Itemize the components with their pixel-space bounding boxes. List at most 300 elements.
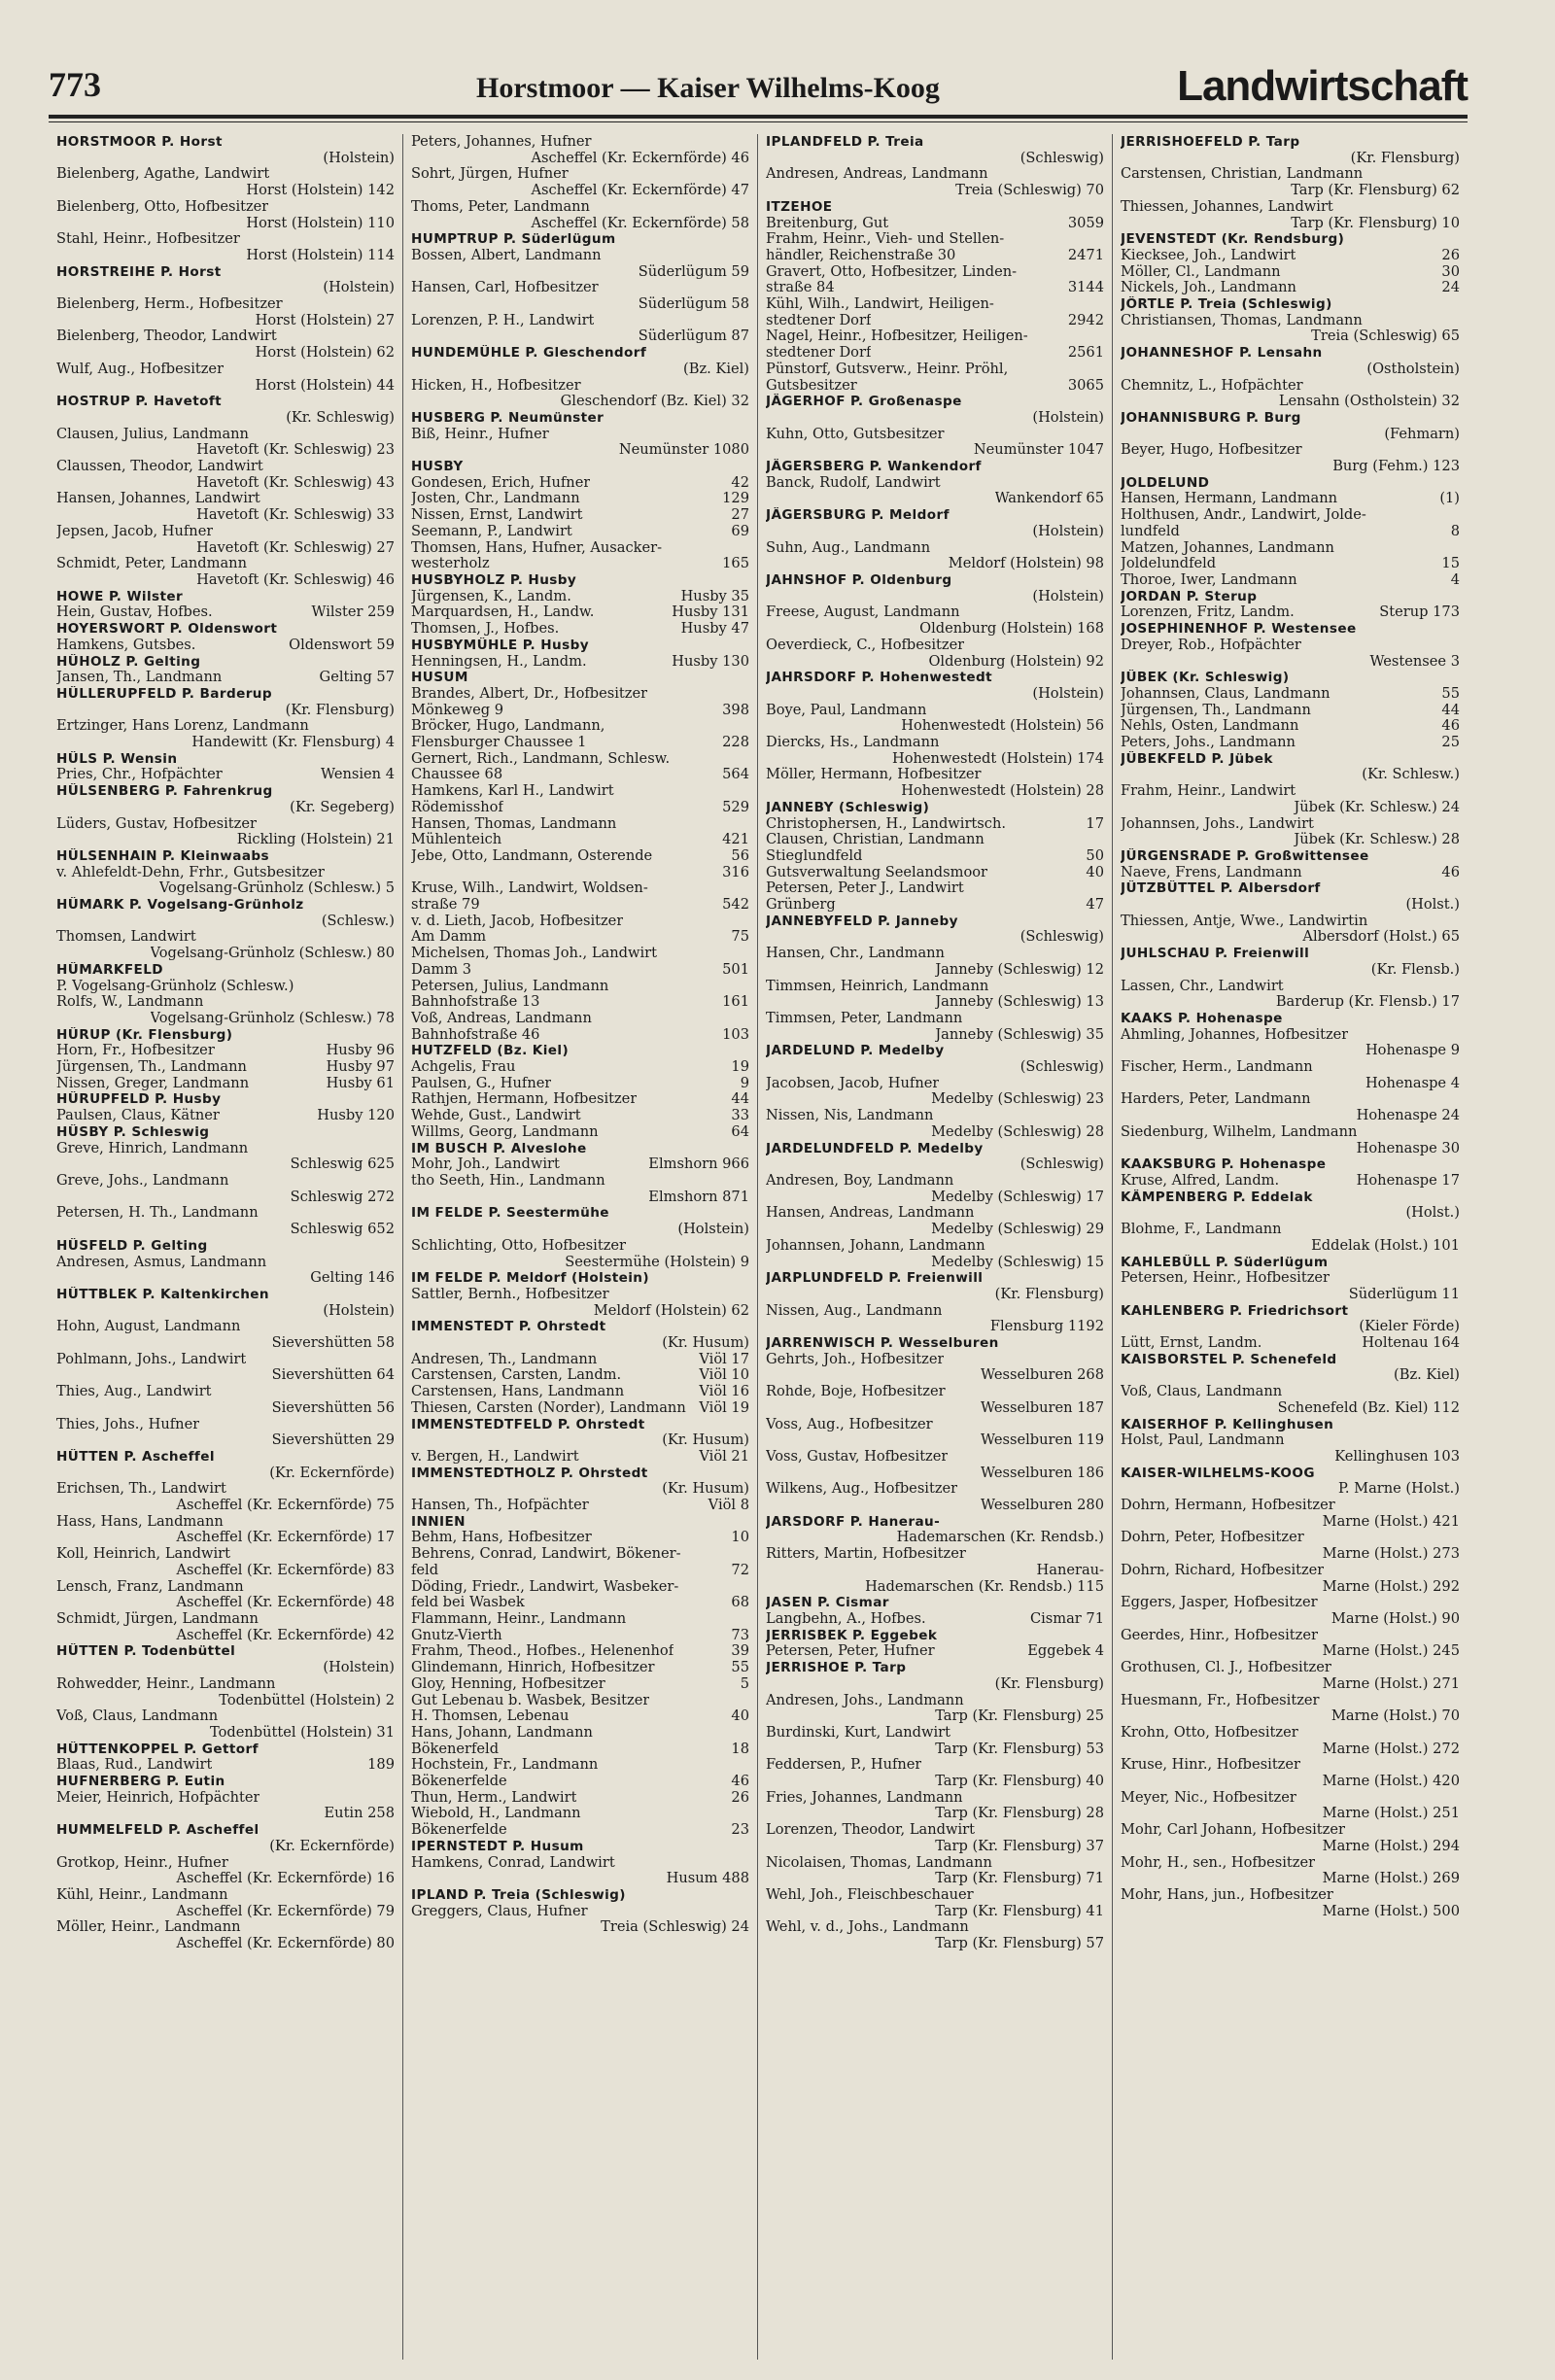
directory-line	[1121, 1855, 1460, 1872]
directory-line	[1121, 783, 1460, 800]
line-text: KAHLEBÜLL P. Süderlügum	[1121, 1254, 1329, 1270]
directory-line	[1121, 524, 1460, 540]
directory-line	[56, 427, 395, 443]
directory-line	[766, 216, 1104, 232]
directory-line	[1121, 686, 1460, 703]
line-number: 69	[731, 522, 749, 539]
line-text: Medelby (Schleswig) 15	[931, 1254, 1104, 1270]
line-text: Breitenburg, Gut	[766, 215, 889, 231]
line-text: HÜHOLZ P. Gelting	[56, 653, 201, 670]
line-text: Hansen, Hermann, Landmann	[1121, 491, 1338, 507]
line-text: Tarp (Kr. Flensburg) 40	[935, 1774, 1104, 1790]
directory-line	[1121, 1839, 1460, 1855]
directory-line	[1121, 1546, 1460, 1563]
directory-line	[1121, 166, 1460, 183]
line-text: Wehde, Gust., Landwirt	[411, 1108, 581, 1124]
directory-line	[56, 703, 395, 719]
directory-line	[766, 264, 1104, 281]
directory-line	[766, 751, 1104, 768]
directory-line	[56, 735, 395, 751]
line-text: KAAKS P. Hohenaspe	[1121, 1010, 1283, 1026]
place-heading	[411, 1887, 749, 1904]
line-text: Todenbüttel (Holstein) 2	[219, 1692, 395, 1708]
line-text: Ascheffel (Kr. Eckernförde) 47	[531, 183, 749, 199]
line-text: Rickling (Holstein) 21	[236, 832, 395, 848]
directory-line	[411, 979, 749, 995]
line-text: Thiesen, Carsten (Norder), Landmann	[411, 1399, 686, 1416]
directory-line	[766, 832, 1104, 848]
directory-line	[56, 1871, 395, 1887]
directory-line	[766, 1936, 1104, 1952]
directory-line	[56, 1676, 395, 1693]
directory-line	[56, 1693, 395, 1709]
directory-line	[1121, 718, 1460, 735]
line-number: 3059	[1067, 214, 1104, 231]
line-text: Nissen, Nis, Landmann	[766, 1108, 934, 1124]
line-text: Jacobsen, Jacob, Hufner	[766, 1075, 940, 1091]
directory-line	[411, 994, 749, 1011]
line-number: Husby 131	[672, 604, 749, 621]
place-heading	[411, 638, 749, 654]
line-number: Husby 35	[680, 587, 749, 604]
line-text: Wesselburen 186	[981, 1465, 1104, 1481]
directory-line	[411, 1367, 749, 1384]
directory-line	[1121, 280, 1460, 296]
directory-line	[56, 231, 395, 248]
directory-line	[1121, 572, 1460, 589]
directory-line	[766, 638, 1104, 654]
line-number: 26	[731, 1788, 749, 1806]
line-number: Wensien 4	[321, 766, 395, 783]
line-text: Gravert, Otto, Hofbesitzer, Linden-	[766, 263, 1018, 280]
directory-line	[411, 280, 749, 296]
line-text: KÄMPENBERG P. Eddelak	[1121, 1189, 1313, 1205]
place-heading	[56, 897, 395, 914]
line-text: Petersen, Julius, Landmann	[411, 978, 609, 994]
directory-line	[1121, 979, 1460, 995]
line-number: Viöl 16	[699, 1383, 749, 1400]
line-text: JÜRGENSRADE P. Großwittensee	[1121, 847, 1369, 864]
place-heading	[56, 134, 395, 151]
line-text: Todenbüttel (Holstein) 31	[209, 1724, 395, 1741]
line-text: Wesselburen 187	[981, 1399, 1104, 1416]
line-text: Voß, Andreas, Landmann	[411, 1010, 592, 1026]
line-text: Jebe, Otto, Landmann, Osterende	[411, 847, 653, 864]
directory-line	[766, 621, 1104, 638]
line-number: Husby 61	[326, 1074, 395, 1091]
line-number: 2942	[1067, 311, 1104, 328]
directory-line	[411, 1774, 749, 1790]
directory-line	[766, 1173, 1104, 1190]
line-text: HUSBY	[411, 459, 464, 475]
directory-line	[766, 1466, 1104, 1482]
line-text: JÄGERSBERG P. Wankendorf	[766, 459, 982, 475]
directory-line	[411, 718, 749, 735]
directory-line	[766, 1222, 1104, 1238]
directory-line	[1121, 394, 1460, 410]
directory-line	[411, 914, 749, 930]
columns	[49, 134, 1468, 2360]
line-text: Havetoft (Kr. Schleswig) 46	[196, 571, 395, 588]
directory-line	[411, 1790, 749, 1807]
directory-line	[766, 962, 1104, 979]
directory-line	[766, 1367, 1104, 1384]
place-heading	[411, 1466, 749, 1482]
place-heading	[766, 1660, 1104, 1676]
line-text: Meyer, Nic., Hofbesitzer	[1121, 1789, 1296, 1806]
line-text: Thun, Herm., Landwirt	[411, 1789, 577, 1806]
line-text: IMMENSTEDT P. Ohrstedt	[411, 1319, 606, 1335]
directory-line	[766, 1790, 1104, 1807]
line-number: Husby 97	[326, 1058, 395, 1076]
directory-line	[411, 151, 749, 167]
line-text: Neumünster 1080	[618, 442, 749, 459]
directory-line	[766, 994, 1104, 1011]
directory-line	[411, 183, 749, 199]
line-text: Horst (Holstein) 110	[246, 215, 395, 231]
directory-line	[411, 264, 749, 281]
line-text: HÜLSENHAIN P. Kleinwaabs	[56, 847, 270, 864]
directory-line	[56, 1108, 395, 1124]
place-heading	[411, 1205, 749, 1222]
directory-line	[1121, 800, 1460, 816]
line-text: Blaas, Rud., Landwirt	[56, 1757, 213, 1774]
line-text: Horst (Holstein) 114	[246, 247, 395, 263]
directory-line	[411, 1287, 749, 1303]
line-number: 18	[731, 1740, 749, 1757]
place-heading	[56, 1124, 395, 1141]
line-text: Johannsen, Johs., Landwirt	[1121, 815, 1314, 832]
line-text: Brandes, Albert, Dr., Hofbesitzer	[411, 685, 648, 702]
directory-line	[1121, 491, 1460, 507]
directory-line	[1121, 427, 1460, 443]
line-text: (Kr. Schlesw.)	[1362, 767, 1460, 783]
line-text: HOSTRUP P. Havetoft	[56, 394, 223, 410]
directory-line	[411, 1660, 749, 1676]
directory-line	[56, 507, 395, 524]
line-text: Medelby (Schleswig) 28	[931, 1123, 1104, 1140]
directory-line	[56, 994, 395, 1011]
directory-line	[1121, 1611, 1460, 1628]
line-text: Behrens, Conrad, Landwirt, Bökener-	[411, 1546, 681, 1563]
line-text: lundfeld	[1121, 523, 1180, 539]
line-text: Suhn, Aug., Landmann	[766, 539, 931, 556]
line-text: Gelting 146	[310, 1270, 395, 1287]
directory-line	[766, 280, 1104, 296]
line-text: Bröcker, Hugo, Landmann,	[411, 718, 605, 735]
line-text: Jürgensen, Th., Landmann	[1121, 702, 1311, 718]
directory-line	[411, 1611, 749, 1628]
line-number: Viöl 19	[699, 1398, 749, 1416]
directory-line	[766, 1611, 1104, 1628]
line-text: (Schleswig)	[1019, 150, 1104, 166]
line-number: 5	[740, 1674, 749, 1692]
line-text: HUSBYMÜHLE P. Husby	[411, 637, 589, 653]
directory-line	[411, 621, 749, 638]
directory-line	[56, 604, 395, 621]
line-text: Lensch, Franz, Landmann	[56, 1578, 244, 1595]
directory-line	[56, 475, 395, 492]
directory-line	[56, 1400, 395, 1417]
line-number: Eggebek 4	[1027, 1642, 1104, 1660]
directory-line	[56, 1936, 395, 1952]
line-text: JANNEBYFELD P. Janneby	[766, 913, 958, 929]
line-text: Gloy, Henning, Hofbesitzer	[411, 1675, 605, 1692]
running-head: Horstmoor — Kaiser Wilhelms-Koog	[476, 72, 940, 104]
directory-line	[766, 703, 1104, 719]
directory-line	[1121, 1757, 1460, 1774]
directory-line	[56, 1757, 395, 1774]
directory-line	[1121, 1708, 1460, 1725]
directory-line	[56, 767, 395, 783]
line-text: Marne (Holst.) 251	[1322, 1806, 1460, 1822]
directory-line	[411, 166, 749, 183]
line-text: JEVENSTEDT (Kr. Rendsburg)	[1121, 231, 1345, 248]
line-text: (Kr. Husum)	[662, 1335, 749, 1352]
line-text: 316	[722, 864, 749, 880]
directory-line	[411, 362, 749, 378]
line-text: Meldorf (Holstein) 98	[948, 556, 1104, 572]
line-text: Treia (Schleswig) 24	[601, 1919, 749, 1936]
line-number: 189	[367, 1756, 395, 1774]
directory-line	[1121, 362, 1460, 378]
line-text: Burg (Fehm.) 123	[1332, 459, 1460, 475]
directory-line	[56, 572, 395, 589]
directory-line	[1121, 1287, 1460, 1303]
line-number: 15	[1441, 555, 1460, 572]
line-number: 33	[731, 1107, 749, 1124]
directory-line	[411, 491, 749, 507]
directory-line	[766, 1774, 1104, 1790]
directory-line	[411, 1059, 749, 1076]
line-text: (Bz. Kiel)	[1394, 1367, 1460, 1384]
line-text: P. Vogelsang-Grünholz (Schlesw.)	[56, 978, 294, 994]
line-text: HÜTTENKOPPEL P. Gettorf	[56, 1741, 259, 1757]
line-text: Siedenburg, Wilhelm, Landmann	[1121, 1123, 1358, 1140]
directory-line	[411, 1400, 749, 1417]
line-text: Geerdes, Hinr., Hofbesitzer	[1121, 1627, 1318, 1643]
directory-line	[56, 1611, 395, 1628]
place-heading	[411, 1417, 749, 1433]
directory-line	[1121, 1076, 1460, 1092]
line-text: Bielenberg, Otto, Hofbesitzer	[56, 198, 269, 215]
directory-line	[766, 1839, 1104, 1855]
directory-line	[411, 1352, 749, 1368]
directory-line	[766, 1498, 1104, 1514]
line-number: 3065	[1067, 376, 1104, 394]
directory-line	[1121, 897, 1460, 914]
place-heading	[56, 1742, 395, 1758]
line-text: Hamkens, Gutsbes.	[56, 637, 196, 653]
column-1	[49, 134, 403, 2360]
directory-line	[1121, 1693, 1460, 1709]
line-text: Hans, Johann, Landmann	[411, 1724, 593, 1741]
line-text: Marne (Holst.) 420	[1322, 1774, 1460, 1790]
line-text: Petersen, Peter, Hufner	[766, 1643, 935, 1660]
directory-line	[56, 410, 395, 427]
line-text: Achgelis, Frau	[411, 1059, 516, 1076]
line-text: Marne (Holst.) 294	[1322, 1838, 1460, 1854]
line-number: Hohenaspe 17	[1356, 1172, 1460, 1189]
line-text: Sattler, Bernh., Hofbesitzer	[411, 1286, 609, 1302]
line-text: Damm 3	[411, 961, 472, 978]
line-number: 40	[731, 1707, 749, 1725]
directory-line	[766, 604, 1104, 621]
line-text: HÜLS P. Wensin	[56, 750, 178, 767]
place-heading	[766, 134, 1104, 151]
directory-line	[766, 589, 1104, 605]
directory-line	[56, 929, 395, 946]
directory-line	[56, 313, 395, 329]
directory-line	[766, 1855, 1104, 1872]
line-text: Handewitt (Kr. Flensburg) 4	[191, 735, 395, 751]
directory-line	[411, 1708, 749, 1725]
line-text: Thoroe, Iwer, Landmann	[1121, 571, 1297, 588]
place-heading	[766, 459, 1104, 475]
directory-line	[766, 296, 1104, 313]
line-text: Pries, Chr., Hofpächter	[56, 767, 223, 783]
line-number: Oldenswort 59	[289, 636, 395, 653]
line-text: IPLAND P. Treia (Schleswig)	[411, 1886, 626, 1903]
line-text: HORSTMOOR P. Horst	[56, 134, 223, 150]
line-text: Voss, Gustav, Hofbesitzer	[766, 1448, 949, 1465]
line-text: Erichsen, Th., Landwirt	[56, 1481, 226, 1498]
line-text: Clausen, Christian, Landmann	[766, 832, 985, 848]
line-text: Josten, Chr., Landmann	[411, 491, 580, 507]
line-text: Frahm, Heinr., Vieh- und Stellen-	[766, 231, 1005, 248]
line-text: Süderlügum 11	[1348, 1286, 1460, 1302]
directory-line	[411, 1757, 749, 1774]
place-heading	[1121, 1466, 1460, 1482]
directory-line	[411, 1156, 749, 1173]
line-number: 44	[731, 1090, 749, 1108]
line-text: Havetoft (Kr. Schleswig) 27	[196, 539, 395, 556]
line-text: Tarp (Kr. Flensburg) 71	[935, 1871, 1104, 1887]
line-text: tho Seeth, Hin., Landmann	[411, 1173, 605, 1189]
directory-line	[56, 1190, 395, 1206]
directory-line	[766, 183, 1104, 199]
place-heading	[411, 1141, 749, 1157]
line-text: Marne (Holst.) 500	[1322, 1903, 1460, 1919]
directory-line	[1121, 1481, 1460, 1498]
directory-line	[1121, 264, 1460, 281]
line-text: Grünberg	[766, 897, 836, 914]
line-text: Marne (Holst.) 271	[1322, 1675, 1460, 1692]
line-text: Bökenerfelde	[411, 1822, 507, 1839]
line-text: JERRISHOEFELD P. Tarp	[1121, 134, 1300, 150]
line-text: Frahm, Theod., Hofbes., Helenenhof	[411, 1643, 674, 1660]
line-text: Hohenaspe 9	[1365, 1043, 1460, 1059]
line-text: JÖRTLE P. Treia (Schleswig)	[1121, 296, 1332, 313]
directory-line	[56, 718, 395, 735]
line-text: Seemann, P., Landwirt	[411, 523, 572, 539]
line-text: Thies, Johs., Hufner	[56, 1416, 200, 1432]
line-text: (Holstein)	[323, 280, 395, 296]
line-text: Medelby (Schleswig) 23	[931, 1091, 1104, 1108]
line-text: Andresen, Asmus, Landmann	[56, 1254, 267, 1270]
directory-line	[411, 524, 749, 540]
place-heading	[411, 572, 749, 589]
directory-line	[56, 280, 395, 296]
line-text: Jübek (Kr. Schlesw.) 28	[1294, 832, 1460, 848]
directory-line	[1121, 1660, 1460, 1676]
header-rule	[49, 115, 1468, 119]
line-text: Wankendorf 65	[994, 491, 1104, 507]
directory-line	[1121, 638, 1460, 654]
line-text: Behm, Hans, Hofbesitzer	[411, 1530, 592, 1546]
directory-line	[411, 475, 749, 492]
line-text: HÜRUPFELD P. Husby	[56, 1091, 222, 1108]
line-text: KAHLENBERG P. Friedrichsort	[1121, 1302, 1349, 1319]
directory-line	[56, 1255, 395, 1271]
directory-line	[1121, 1676, 1460, 1693]
directory-line	[1121, 507, 1460, 524]
line-text: stedtener Dorf	[766, 312, 872, 328]
directory-line	[1121, 1173, 1460, 1190]
line-text: (Kr. Schleswig)	[286, 409, 395, 426]
line-text: (Schleswig)	[1019, 1059, 1104, 1076]
directory-line	[1121, 654, 1460, 671]
line-text: Diercks, Hs., Landmann	[766, 735, 940, 751]
line-text: Wehl, v. d., Johs., Landmann	[766, 1919, 969, 1936]
directory-line	[1121, 1904, 1460, 1920]
line-text: HUSBYHOLZ P. Husby	[411, 571, 577, 588]
line-text: Möller, Cl., Landmann	[1121, 263, 1281, 280]
line-text: HUSUM	[411, 670, 468, 686]
directory-line	[766, 151, 1104, 167]
line-text: Gnutz-Vierth	[411, 1627, 502, 1643]
place-heading	[411, 1043, 749, 1059]
line-text: (Ostholstein)	[1366, 361, 1460, 377]
directory-line	[766, 946, 1104, 962]
line-text: Flammann, Heinr., Landmann	[411, 1610, 627, 1627]
line-number: 40	[1086, 863, 1104, 880]
line-text: JERRISBEK P. Eggebek	[766, 1627, 938, 1643]
place-heading	[411, 670, 749, 686]
line-text: Timmsen, Heinrich, Landmann	[766, 978, 989, 994]
directory-line	[766, 556, 1104, 572]
directory-line	[1121, 1514, 1460, 1531]
directory-line	[1121, 1141, 1460, 1157]
place-heading	[1121, 946, 1460, 962]
line-number: 19	[731, 1058, 749, 1076]
line-text: v. Bergen, H., Landwirt	[411, 1448, 579, 1465]
line-number: Viöl 17	[699, 1350, 749, 1367]
directory-line	[411, 134, 749, 151]
directory-line	[411, 703, 749, 719]
line-text: Rolfs, W., Landmann	[56, 994, 204, 1011]
line-text: Joldelundfeld	[1121, 556, 1217, 572]
directory-line	[766, 1303, 1104, 1320]
directory-line	[411, 1628, 749, 1644]
line-text: Hamkens, Karl H., Landwirt	[411, 783, 614, 800]
directory-line	[411, 1335, 749, 1352]
directory-line	[56, 442, 395, 459]
place-heading	[1121, 1156, 1460, 1173]
line-text: (Kr. Husum)	[662, 1432, 749, 1449]
line-text: IM FELDE P. Meldorf (Holstein)	[411, 1270, 649, 1287]
line-text: v. Ahlefeldt-Dehn, Frhr., Gutsbesitzer	[56, 864, 325, 880]
line-number: 73	[731, 1626, 749, 1643]
line-text: Hass, Hans, Landmann	[56, 1513, 224, 1530]
line-text: Johannsen, Claus, Landmann	[1121, 685, 1330, 702]
line-text: Gehrts, Joh., Hofbesitzer	[766, 1351, 945, 1367]
line-text: Voss, Aug., Hofbesitzer	[766, 1416, 933, 1432]
place-heading	[56, 1449, 395, 1466]
line-text: Mohr, Hans, jun., Hofbesitzer	[1121, 1886, 1333, 1903]
directory-line	[56, 1059, 395, 1076]
directory-line	[411, 248, 749, 264]
